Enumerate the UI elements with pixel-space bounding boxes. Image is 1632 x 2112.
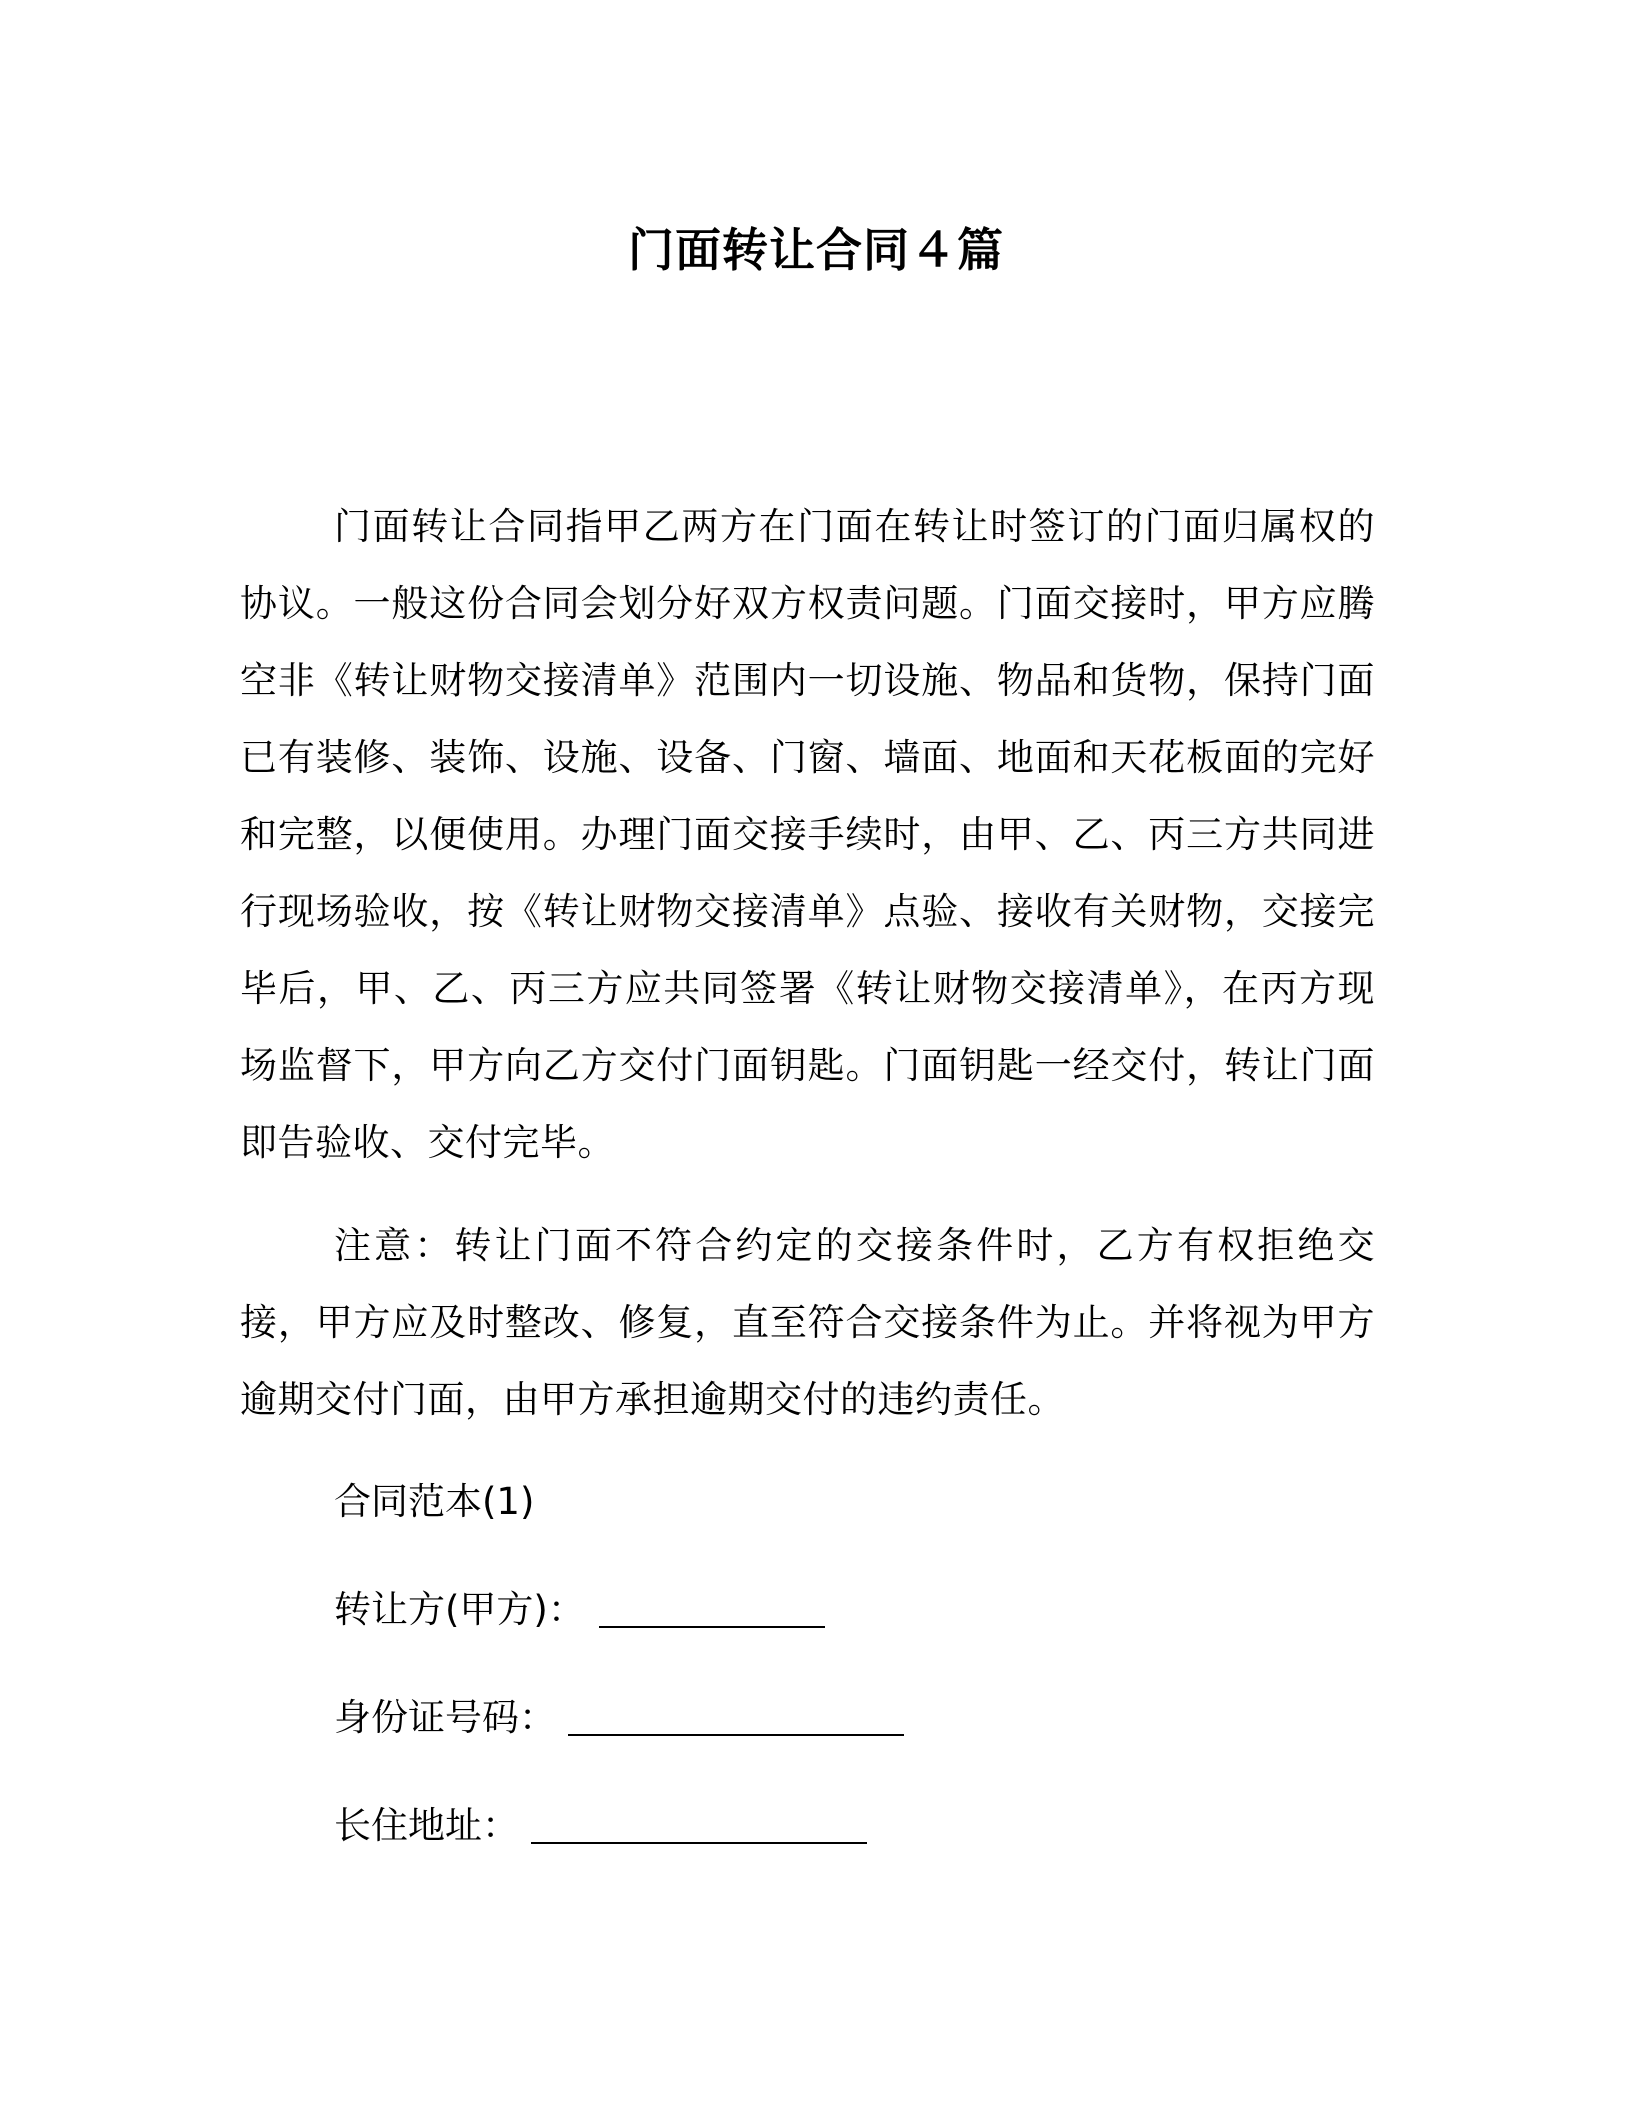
id-number-label: 身份证号码： <box>334 1696 556 1739</box>
address-blank-line <box>531 1802 867 1844</box>
transferor-field <box>240 1572 1375 1648</box>
document-body <box>240 488 1375 1896</box>
transferor-blank-line <box>599 1586 825 1628</box>
id-number-blank-line <box>568 1694 904 1736</box>
sample-heading: 合同范本(1) <box>334 1480 535 1523</box>
id-number-field <box>240 1680 1375 1756</box>
document-title: 门面转让合同４篇 <box>628 223 1004 277</box>
transferor-label: 转让方(甲方)： <box>334 1588 585 1631</box>
intro-paragraph: 门面转让合同指甲乙两方在门面在转让时签订的门面归属权的协议。一般这份合同会划分好双方权责问题。门面交接时，甲方应腾空非《转让财物交接清单》范围内一切设施、物品和货物，保持门面已有装修、装饰、设施、设备、门窗、墙面、地面和天花板面的完好和完整，以便使用。办理门面交接手续时，由甲、乙、丙三方共同进行现场验收，按《转让财物交接清单》点验、接收有关财物，交接完毕后，甲、乙、丙三方应共同签署《转让财物交接清单》，在丙方现场监督下，甲方向乙方交付门面钥匙。门面钥匙一经交付，转让门面即告验收、交付完毕。 <box>240 505 1375 1164</box>
address-label: 长住地址： <box>334 1804 519 1847</box>
address-field <box>240 1788 1375 1864</box>
notice-paragraph: 注意：转让门面不符合约定的交接条件时，乙方有权拒绝交接，甲方应及时整改、修复，直至符合交接条件为止。并将视为甲方逾期交付门面，由甲方承担逾期交付的违约责任。 <box>240 1224 1375 1421</box>
